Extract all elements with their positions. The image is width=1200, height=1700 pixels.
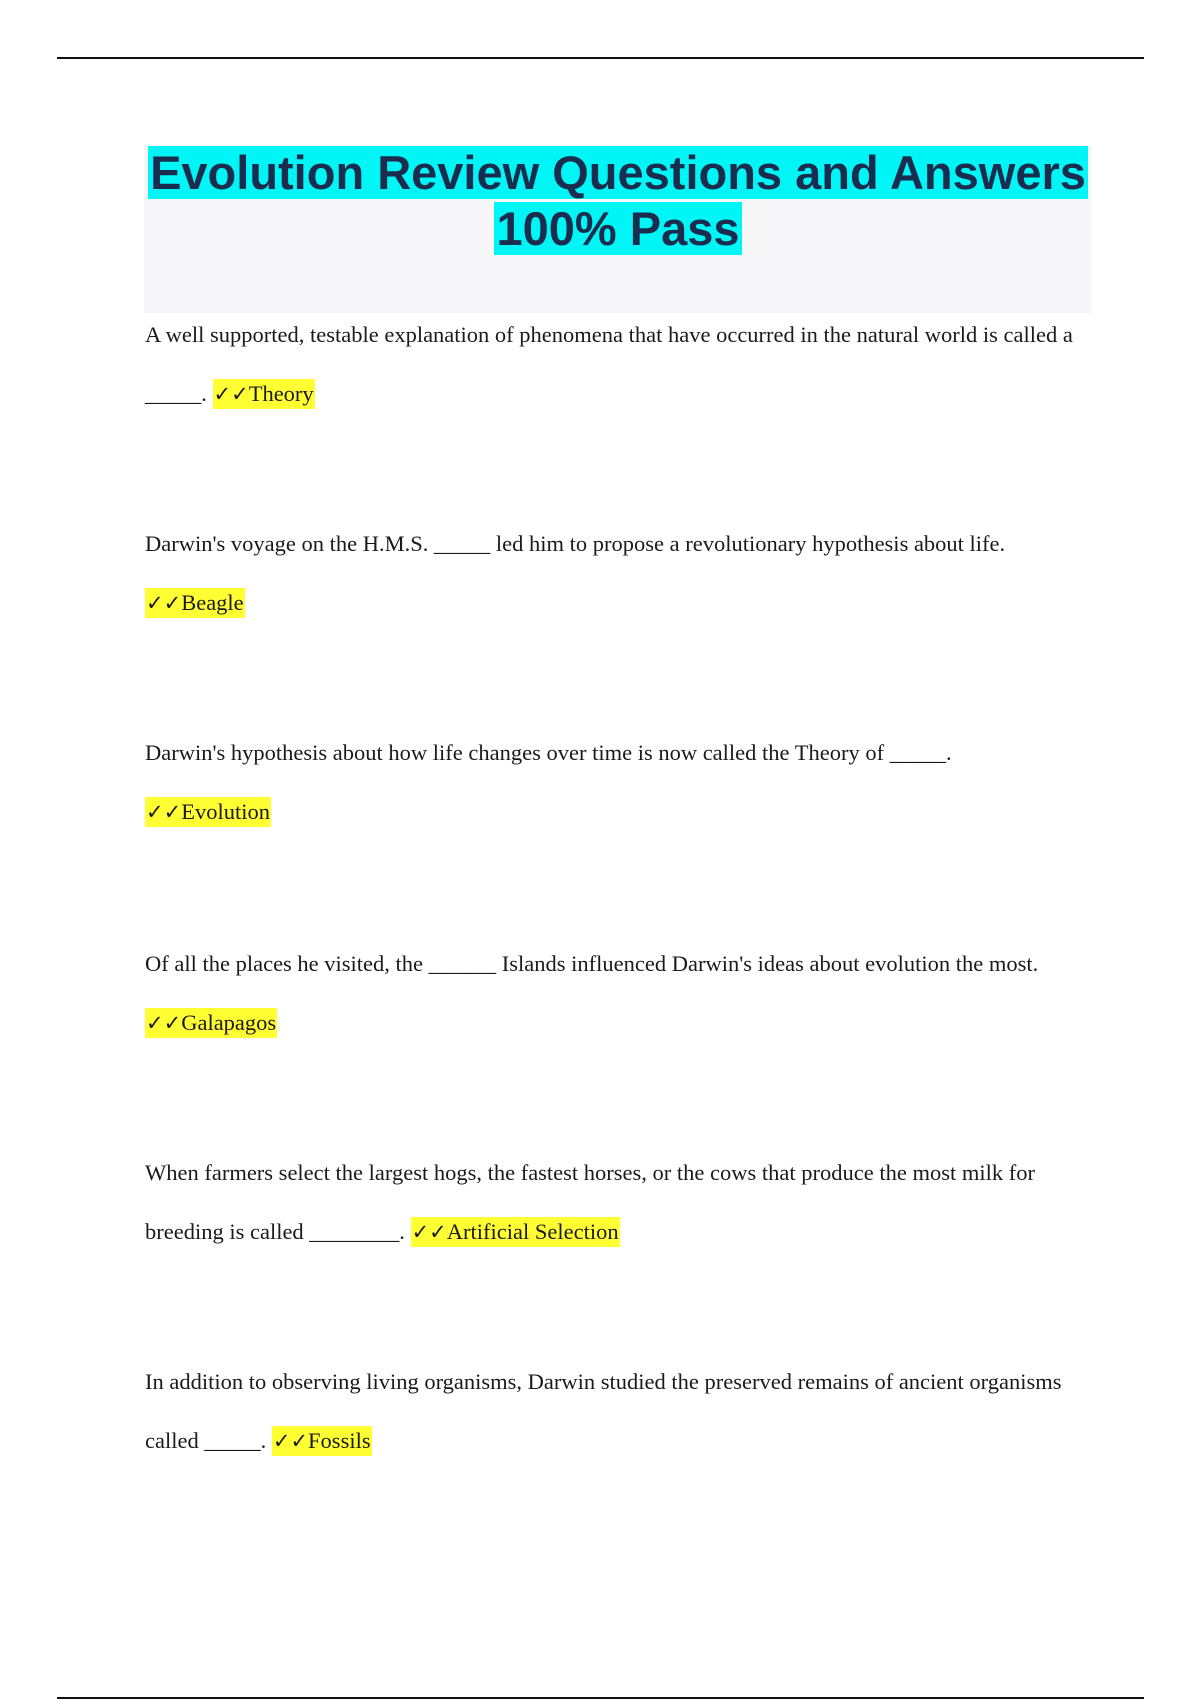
answer-highlight	[411, 1217, 620, 1247]
check-icon: ✓✓	[146, 591, 182, 615]
qa-item	[145, 1352, 1085, 1471]
qa-item	[145, 514, 1085, 633]
qa-item	[145, 1143, 1085, 1262]
qa-item	[145, 934, 1085, 1053]
question-text: A well supported, testable explanation of phenomena that have occurred in the natural world is called a _____.	[145, 322, 1073, 406]
qa-item	[145, 305, 1085, 424]
check-icon: ✓✓	[213, 382, 249, 406]
qa-list	[145, 305, 1085, 1471]
check-icon: ✓✓	[272, 1429, 309, 1453]
answer-text: Fossils	[308, 1428, 371, 1453]
answer-highlight	[213, 379, 315, 409]
answer-text: Theory	[248, 381, 314, 406]
top-rule	[57, 57, 1144, 59]
title-banner	[144, 145, 1092, 313]
answer-highlight	[145, 1008, 277, 1038]
bottom-rule	[57, 1697, 1144, 1699]
question-text: Darwin's voyage on the H.M.S. _____ led him to propose a revolutionary hypothesis about life.	[145, 531, 1006, 556]
answer-highlight	[145, 797, 271, 827]
check-icon: ✓✓	[411, 1220, 447, 1244]
check-icon: ✓✓	[146, 800, 182, 824]
answer-text: Artificial Selection	[446, 1219, 619, 1244]
check-icon: ✓✓	[146, 1011, 182, 1035]
answer-text: Beagle	[181, 590, 244, 615]
answer-text: Evolution	[181, 799, 270, 824]
question-text: Of all the places he visited, the ______ Islands influenced Darwin's ideas about evolution the most.	[145, 951, 1039, 976]
page-title	[144, 145, 1092, 257]
question-text: Darwin's hypothesis about how life changes over time is now called the Theory of _____.	[145, 740, 952, 765]
title-text: Evolution Review Questions and Answers 100% Pass	[150, 146, 1086, 255]
answer-highlight	[272, 1426, 372, 1456]
question-text: When farmers select the largest hogs, the fastest horses, or the cows that produce the most milk for breeding is called ________.	[145, 1160, 1035, 1244]
question-text: In addition to observing living organisms, Darwin studied the preserved remains of ancient organisms called _____.	[145, 1369, 1062, 1453]
qa-item	[145, 723, 1085, 842]
answer-text: Galapagos	[181, 1010, 277, 1035]
answer-highlight	[145, 588, 245, 618]
